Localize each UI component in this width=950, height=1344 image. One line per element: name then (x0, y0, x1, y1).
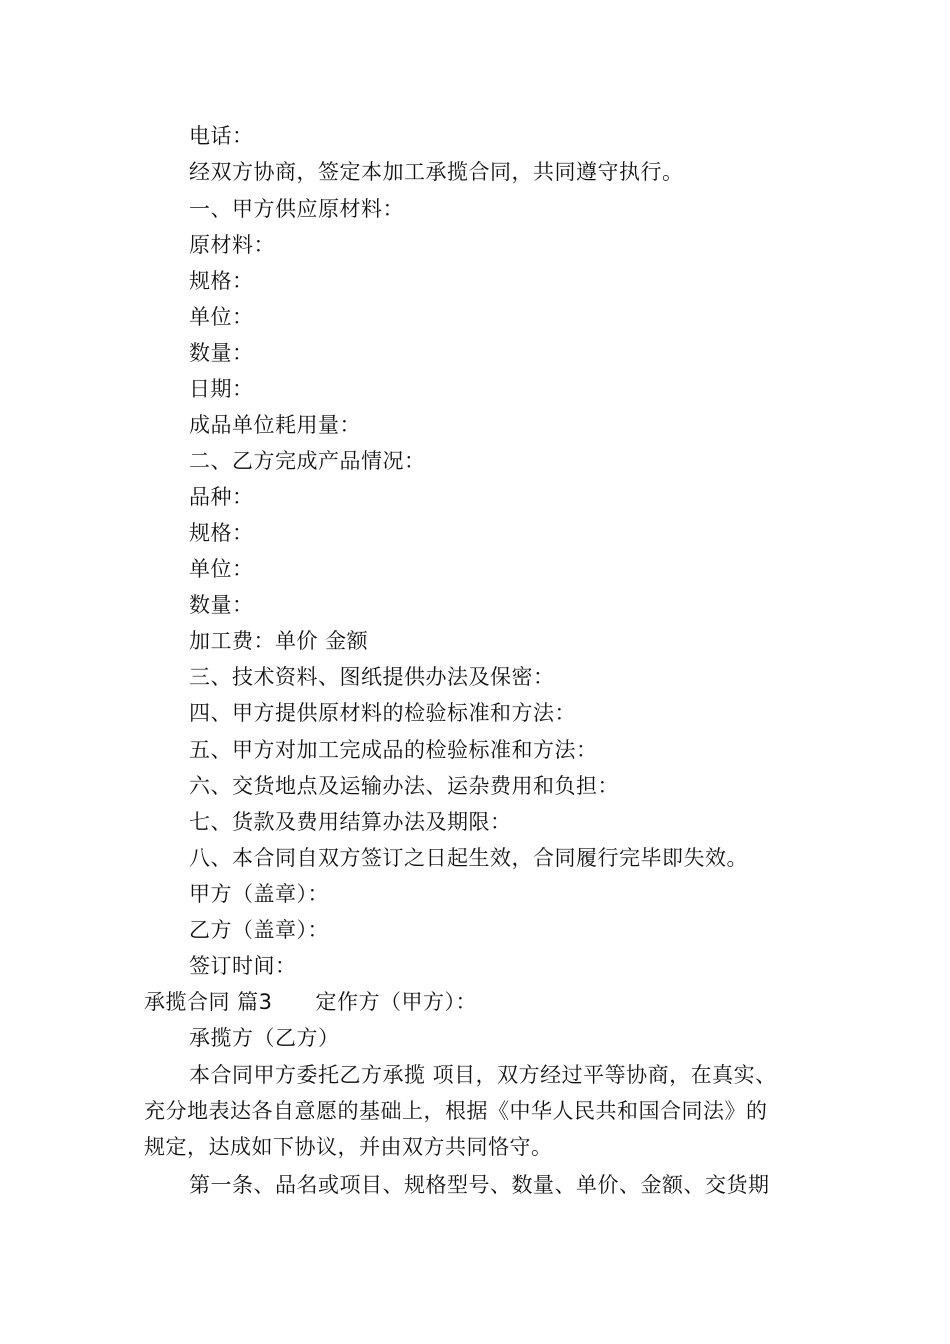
phone-field: 电话： (189, 124, 254, 148)
section-8-heading: 八、本合同自双方签订之日起生效，合同履行完毕即失效。 (189, 846, 748, 870)
processing-fee-field: 加工费：单价 金额 (189, 629, 369, 653)
contractor-party: 承揽方（乙方） (189, 1026, 340, 1050)
signing-date: 签订时间： (189, 954, 297, 978)
unit-field: 单位： (189, 305, 254, 329)
spec-field: 规格： (189, 269, 254, 293)
date-field: 日期： (189, 377, 254, 401)
party-a-seal: 甲方（盖章）： (189, 882, 329, 906)
section-2-heading: 二、乙方完成产品情况： (189, 449, 426, 473)
section-6-heading: 六、交货地点及运输办法、运杂费用和负担： (189, 774, 619, 798)
section-5-heading: 五、甲方对加工完成品的检验标准和方法： (189, 738, 598, 762)
variety-field: 品种： (189, 485, 254, 509)
body-paragraph-line-3: 规定，达成如下协议，并由双方共同恪守。 (144, 1135, 553, 1159)
unit-consumption-field: 成品单位耗用量： (189, 413, 361, 437)
section-7-heading: 七、货款及费用结算办法及期限： (189, 810, 512, 834)
body-paragraph-line-2: 充分地表达各自意愿的基础上，根据《中华人民共和国合同法》的 (144, 1099, 768, 1123)
quantity-field-2: 数量： (189, 593, 254, 617)
quantity-field: 数量： (189, 341, 254, 365)
spec-field-2: 规格： (189, 521, 254, 545)
body-paragraph-line-1: 本合同甲方委托乙方承揽 项目，双方经过平等协商，在真实、 (189, 1063, 777, 1087)
contract-3-heading: 承揽合同 篇3 定作方（甲方）： (144, 990, 478, 1014)
unit-field-2: 单位： (189, 557, 254, 581)
article-1-line: 第一条、品名或项目、规格型号、数量、单价、金额、交货期 (189, 1173, 770, 1197)
raw-material-field: 原材料： (189, 233, 275, 257)
section-3-heading: 三、技术资料、图纸提供办法及保密： (189, 665, 555, 689)
section-1-heading: 一、甲方供应原材料： (189, 197, 404, 221)
intro-paragraph: 经双方协商，签定本加工承揽合同，共同遵守执行。 (189, 160, 684, 184)
party-b-seal: 乙方（盖章）： (189, 918, 329, 942)
section-4-heading: 四、甲方提供原材料的检验标准和方法： (189, 701, 576, 725)
